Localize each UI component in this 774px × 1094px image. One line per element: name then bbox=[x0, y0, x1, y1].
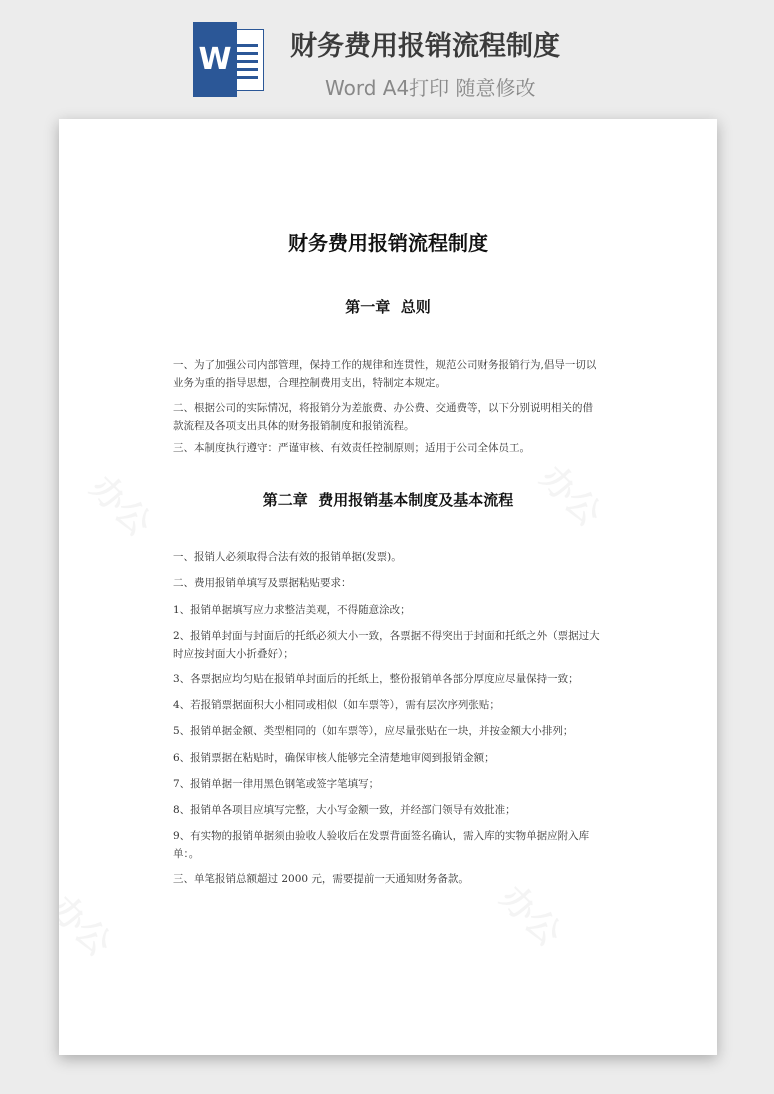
word-badge: W bbox=[193, 22, 237, 97]
paragraph: 5、报销单据金额、类型相同的（如车票等），应尽量张贴在一块，并按金额大小排列； bbox=[173, 725, 574, 737]
paragraph: 7、报销单据一律用黑色钢笔或签字笔填写； bbox=[173, 778, 380, 790]
paragraph: 二、费用报销单填写及票据粘贴要求： bbox=[173, 577, 352, 589]
paragraph: 4、若报销票据面积大小相同或相似（如车票等），需有层次序列张贴； bbox=[173, 699, 500, 711]
template-title: 财务费用报销流程制度 bbox=[290, 31, 560, 62]
template-subtitle: Word A4打印 随意修改 bbox=[325, 76, 536, 100]
paragraph: 1、报销单据填写应力求整洁美观，不得随意涂改； bbox=[173, 604, 411, 616]
paragraph: 一、报销人必须取得合法有效的报销单据(发票)。 bbox=[173, 551, 402, 563]
paragraph: 9、有实物的报销单据须由验收人验收后在发票背面签名确认，需入库的实物单据应附入库单：。 bbox=[173, 830, 590, 860]
paragraph: 三、单笔报销总额超过 2000 元，需要提前一天通知财务备款。 bbox=[173, 873, 469, 885]
chapter-2-heading: 第二章 费用报销基本制度及基本流程 bbox=[262, 491, 514, 509]
watermark bbox=[59, 882, 124, 965]
document-page bbox=[59, 119, 717, 1055]
paragraph: 二、根据公司的实际情况，将报销分为差旅费、办公费、交通费等，以下分别说明相关的借款流程及各项支出具体的财务报销制度和报销流程。 bbox=[173, 402, 593, 432]
paragraph: 6、报销票据在粘贴时，确保审核人能够完全清楚地审阅到报销金额； bbox=[173, 752, 495, 764]
paragraph: 3、各票据应均匀贴在报销单封面后的托纸上，整份报销单各部分厚度应尽量保持一致； bbox=[173, 673, 579, 685]
paragraph: 一、为了加强公司内部管理，保持工作的规律和连贯性，规范公司财务报销行为,倡导一切以业务为重的指导思想，合理控制费用支出，特制定本规定。 bbox=[173, 359, 597, 389]
chapter-1-heading: 第一章 总则 bbox=[345, 298, 431, 316]
paragraph: 8、报销单各项目应填写完整，大小写金额一致，并经部门领导有效批准； bbox=[173, 804, 516, 816]
paragraph: 2、报销单封面与封面后的托纸必须大小一致，各票据不得突出于封面和托纸之外（票据过大时应按封面大小折叠好）； bbox=[173, 630, 600, 660]
paragraph: 三、本制度执行遵守：严谨审核、有效责任控制原则；适用于公司全体员工。 bbox=[173, 442, 530, 454]
template-header bbox=[0, 0, 774, 110]
word-document-icon bbox=[193, 22, 266, 97]
document-title: 财务费用报销流程制度 bbox=[288, 231, 488, 255]
